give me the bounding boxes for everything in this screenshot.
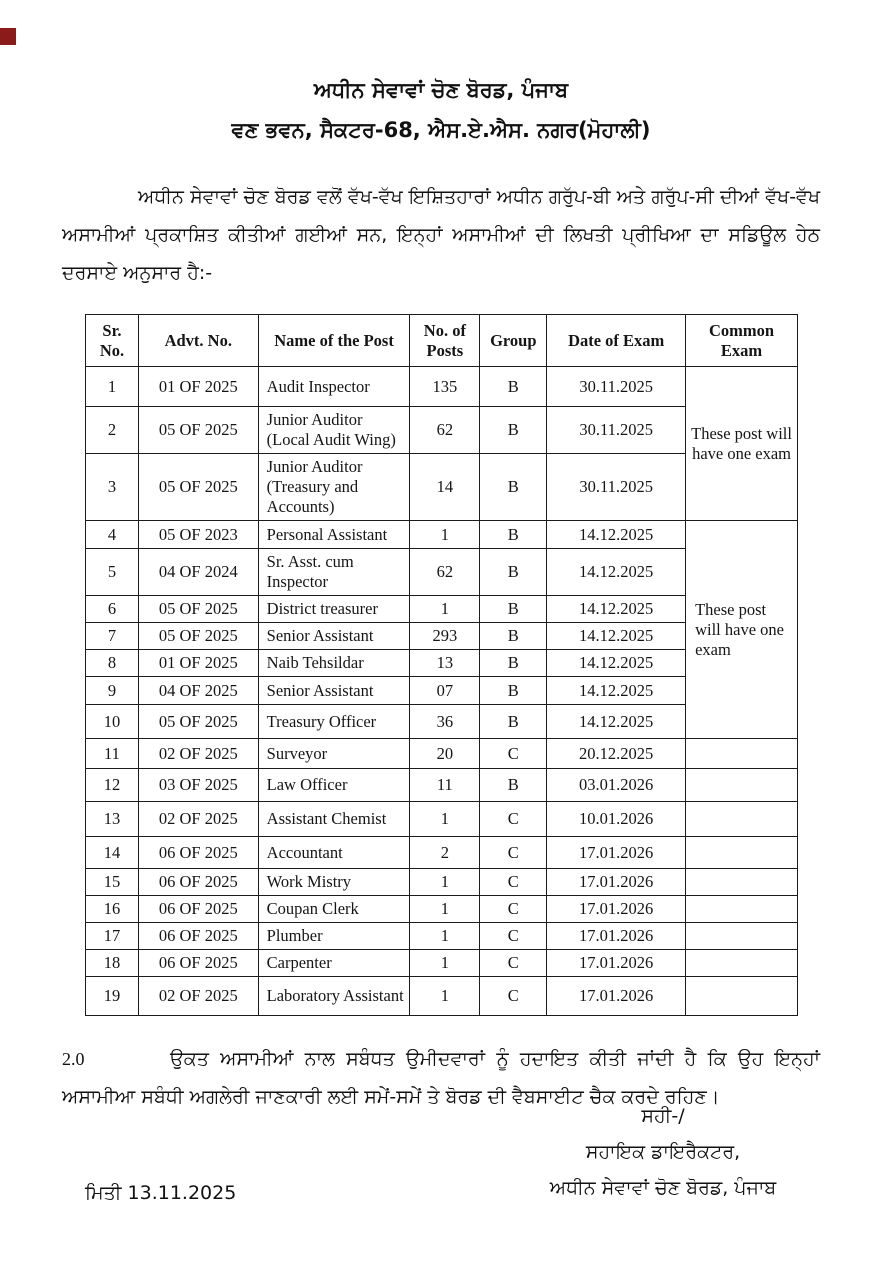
cell-date: 17.01.2026: [547, 950, 686, 977]
cell-sr: 10: [86, 705, 139, 739]
cell-advt: 06 OF 2025: [138, 896, 258, 923]
cell-advt: 06 OF 2025: [138, 869, 258, 896]
cell-date: 20.12.2025: [547, 739, 686, 769]
cell-post: Carpenter: [258, 950, 410, 977]
cell-group: B: [480, 596, 547, 623]
cell-post: Laboratory Assistant: [258, 977, 410, 1016]
table-row: [86, 521, 798, 549]
cell-sr: 16: [86, 896, 139, 923]
cell-posts: 62: [410, 549, 480, 596]
cell-group: B: [480, 367, 547, 407]
table-row: [86, 739, 798, 769]
cell-advt: 04 OF 2024: [138, 549, 258, 596]
cell-sr: 15: [86, 869, 139, 896]
cell-advt: 05 OF 2023: [138, 521, 258, 549]
cell-date: 17.01.2026: [547, 869, 686, 896]
cell-group: C: [480, 739, 547, 769]
column-header-advt: Advt. No.: [138, 315, 258, 367]
cell-advt: 02 OF 2025: [138, 977, 258, 1016]
signature-row: [62, 1098, 820, 1206]
signature-block: [510, 1098, 820, 1206]
cell-date: 03.01.2026: [547, 769, 686, 802]
table-row: [86, 977, 798, 1016]
cell-post: Junior Auditor (Local Audit Wing): [258, 407, 410, 454]
instruction-text: ਉਕਤ ਅਸਾਮੀਆਂ ਨਾਲ ਸਬੰਧਤ ਉਮੀਦਵਾਰਾਂ ਨੂੰ ਹਦਾਇਤ ਕੀਤੀ ਜਾਂਦੀ ਹੈ ਕਿ ਉਹ ਇਨ੍ਹਾਂ ਅਸਾਮੀਆ ਸਬੰਧੀ ਅਗਲੇਰੀ ਜਾਣਕਾਰੀ ਲਈ ਸਮੇਂ-ਸਮੇਂ ਤੇ ਬੋਰਡ ਦੀ ਵੈਬਸਾਈਟ ਚੈਕ ਕਰਦੇ ਰਹਿਣ।: [62, 1048, 820, 1108]
table-row: [86, 837, 798, 869]
cell-posts: 1: [410, 521, 480, 549]
cell-advt: 06 OF 2025: [138, 950, 258, 977]
paragraph-number: 2.0: [62, 1049, 85, 1069]
cell-group: C: [480, 837, 547, 869]
column-header-common: Common Exam: [686, 315, 798, 367]
cell-sr: 4: [86, 521, 139, 549]
cell-advt: 03 OF 2025: [138, 769, 258, 802]
cell-date: 14.12.2025: [547, 705, 686, 739]
cell-date: 14.12.2025: [547, 677, 686, 705]
cell-sr: 9: [86, 677, 139, 705]
cell-common-exam: These post will have one exam: [686, 367, 798, 521]
cell-post: Surveyor: [258, 739, 410, 769]
document-header: [62, 70, 820, 150]
cell-posts: 20: [410, 739, 480, 769]
cell-sr: 6: [86, 596, 139, 623]
cell-sr: 7: [86, 623, 139, 650]
cell-group: C: [480, 869, 547, 896]
cell-post: Treasury Officer: [258, 705, 410, 739]
cell-common-exam: [686, 869, 798, 896]
cell-group: B: [480, 521, 547, 549]
cell-group: B: [480, 769, 547, 802]
cell-common-exam: [686, 769, 798, 802]
cell-date: 14.12.2025: [547, 521, 686, 549]
cell-sr: 11: [86, 739, 139, 769]
cell-group: B: [480, 677, 547, 705]
cell-post: Coupan Clerk: [258, 896, 410, 923]
cell-post: Work Mistry: [258, 869, 410, 896]
cell-common-exam: [686, 923, 798, 950]
cell-posts: 1: [410, 977, 480, 1016]
cell-group: B: [480, 705, 547, 739]
cell-common-exam: These post will have one exam: [686, 521, 798, 739]
cell-advt: 05 OF 2025: [138, 705, 258, 739]
cell-common-exam: [686, 837, 798, 869]
cell-advt: 04 OF 2025: [138, 677, 258, 705]
cell-posts: 13: [410, 650, 480, 677]
signature-designation: ਸਹਾਇਕ ਡਾਇਰੈਕਟਰ,: [585, 1141, 741, 1163]
column-header-post: Name of the Post: [258, 315, 410, 367]
cell-sr: 12: [86, 769, 139, 802]
cell-advt: 01 OF 2025: [138, 367, 258, 407]
cell-date: 17.01.2026: [547, 837, 686, 869]
table-row: [86, 950, 798, 977]
cell-date: 30.11.2025: [547, 454, 686, 521]
table-row: [86, 367, 798, 407]
cell-common-exam: [686, 896, 798, 923]
cell-sr: 1: [86, 367, 139, 407]
scan-corner-mark: [0, 28, 16, 45]
cell-posts: 36: [410, 705, 480, 739]
cell-common-exam: [686, 977, 798, 1016]
cell-group: B: [480, 623, 547, 650]
table-row: [86, 802, 798, 837]
table-row: [86, 896, 798, 923]
cell-sr: 3: [86, 454, 139, 521]
cell-date: 10.01.2026: [547, 802, 686, 837]
cell-sr: 8: [86, 650, 139, 677]
cell-date: 14.12.2025: [547, 596, 686, 623]
cell-group: B: [480, 454, 547, 521]
cell-date: 17.01.2026: [547, 923, 686, 950]
cell-group: C: [480, 896, 547, 923]
cell-group: B: [480, 549, 547, 596]
cell-group: C: [480, 950, 547, 977]
signature-organisation: ਅਧੀਨ ਸੇਵਾਵਾਂ ਚੋਣ ਬੋਰਡ, ਪੰਜਾਬ: [549, 1177, 777, 1199]
column-header-sr: Sr. No.: [86, 315, 139, 367]
table-row: [86, 869, 798, 896]
cell-common-exam: [686, 802, 798, 837]
column-header-group: Group: [480, 315, 547, 367]
cell-post: Personal Assistant: [258, 521, 410, 549]
cell-posts: 1: [410, 869, 480, 896]
cell-date: 14.12.2025: [547, 549, 686, 596]
cell-post: Plumber: [258, 923, 410, 950]
cell-post: District treasurer: [258, 596, 410, 623]
cell-group: B: [480, 650, 547, 677]
date-line: ਮਿਤੀ 13.11.2025: [85, 1182, 237, 1204]
cell-posts: 1: [410, 802, 480, 837]
cell-sr: 2: [86, 407, 139, 454]
cell-advt: 05 OF 2025: [138, 407, 258, 454]
cell-advt: 06 OF 2025: [138, 923, 258, 950]
cell-posts: 1: [410, 923, 480, 950]
cell-posts: 1: [410, 950, 480, 977]
header-org-name: ਅਧੀਨ ਸੇਵਾਵਾਂ ਚੋਣ ਬੋਰਡ, ਪੰਜਾਬ: [313, 78, 569, 102]
header-org-address: ਵਣ ਭਵਨ, ਸੈਕਟਰ-68, ਐਸ.ਏ.ਐਸ. ਨਗਰ(ਮੋਹਾਲੀ): [231, 118, 651, 142]
cell-posts: 135: [410, 367, 480, 407]
cell-date: 14.12.2025: [547, 650, 686, 677]
cell-advt: 05 OF 2025: [138, 454, 258, 521]
cell-post: Audit Inspector: [258, 367, 410, 407]
cell-date: 17.01.2026: [547, 896, 686, 923]
cell-date: 17.01.2026: [547, 977, 686, 1016]
cell-post: Sr. Asst. cum Inspector: [258, 549, 410, 596]
column-header-posts: No. of Posts: [410, 315, 480, 367]
cell-advt: 01 OF 2025: [138, 650, 258, 677]
cell-posts: 2: [410, 837, 480, 869]
exam-schedule-table: [85, 314, 798, 1016]
cell-date: 14.12.2025: [547, 623, 686, 650]
cell-advt: 05 OF 2025: [138, 596, 258, 623]
cell-posts: 07: [410, 677, 480, 705]
cell-advt: 05 OF 2025: [138, 623, 258, 650]
cell-date: 30.11.2025: [547, 407, 686, 454]
cell-date: 30.11.2025: [547, 367, 686, 407]
cell-posts: 1: [410, 596, 480, 623]
cell-posts: 11: [410, 769, 480, 802]
cell-sr: 17: [86, 923, 139, 950]
cell-posts: 14: [410, 454, 480, 521]
cell-sr: 5: [86, 549, 139, 596]
cell-sr: 13: [86, 802, 139, 837]
cell-common-exam: [686, 739, 798, 769]
table-row: [86, 769, 798, 802]
cell-post: Accountant: [258, 837, 410, 869]
signature-signed: ਸਹੀ-/: [641, 1105, 685, 1127]
cell-post: Assistant Chemist: [258, 802, 410, 837]
intro-paragraph: ਅਧੀਨ ਸੇਵਾਵਾਂ ਚੋਣ ਬੋਰਡ ਵਲੋਂ ਵੱਖ-ਵੱਖ ਇਸ਼ਿਤਹਾਰਾਂ ਅਧੀਨ ਗਰੁੱਪ-ਬੀ ਅਤੇ ਗਰੁੱਪ-ਸੀ ਦੀਆਂ ਵੱਖ-ਵੱਖ ਅਸਾਮੀਆਂ ਪ੍ਰਕਾਸ਼ਿਤ ਕੀਤੀਆਂ ਗਈਆਂ ਸਨ, ਇਨ੍ਹਾਂ ਅਸਾਮੀਆਂ ਦੀ ਲਿਖਤੀ ਪ੍ਰੀਖਿਆ ਦਾ ਸਡਿਊਲ ਹੇਠ ਦਰਸਾਏ ਅਨੁਸਾਰ ਹੈ:-: [62, 186, 820, 284]
cell-post: Senior Assistant: [258, 623, 410, 650]
cell-group: C: [480, 923, 547, 950]
table-header-row: [86, 315, 798, 367]
cell-sr: 18: [86, 950, 139, 977]
cell-post: Law Officer: [258, 769, 410, 802]
cell-sr: 14: [86, 837, 139, 869]
cell-post: Naib Tehsildar: [258, 650, 410, 677]
cell-posts: 1: [410, 896, 480, 923]
cell-group: C: [480, 977, 547, 1016]
cell-group: B: [480, 407, 547, 454]
cell-posts: 62: [410, 407, 480, 454]
cell-post: Junior Auditor (Treasury and Accounts): [258, 454, 410, 521]
cell-advt: 06 OF 2025: [138, 837, 258, 869]
cell-posts: 293: [410, 623, 480, 650]
cell-advt: 02 OF 2025: [138, 802, 258, 837]
cell-advt: 02 OF 2025: [138, 739, 258, 769]
cell-sr: 19: [86, 977, 139, 1016]
cell-group: C: [480, 802, 547, 837]
table-row: [86, 923, 798, 950]
column-header-date: Date of Exam: [547, 315, 686, 367]
cell-common-exam: [686, 950, 798, 977]
cell-post: Senior Assistant: [258, 677, 410, 705]
